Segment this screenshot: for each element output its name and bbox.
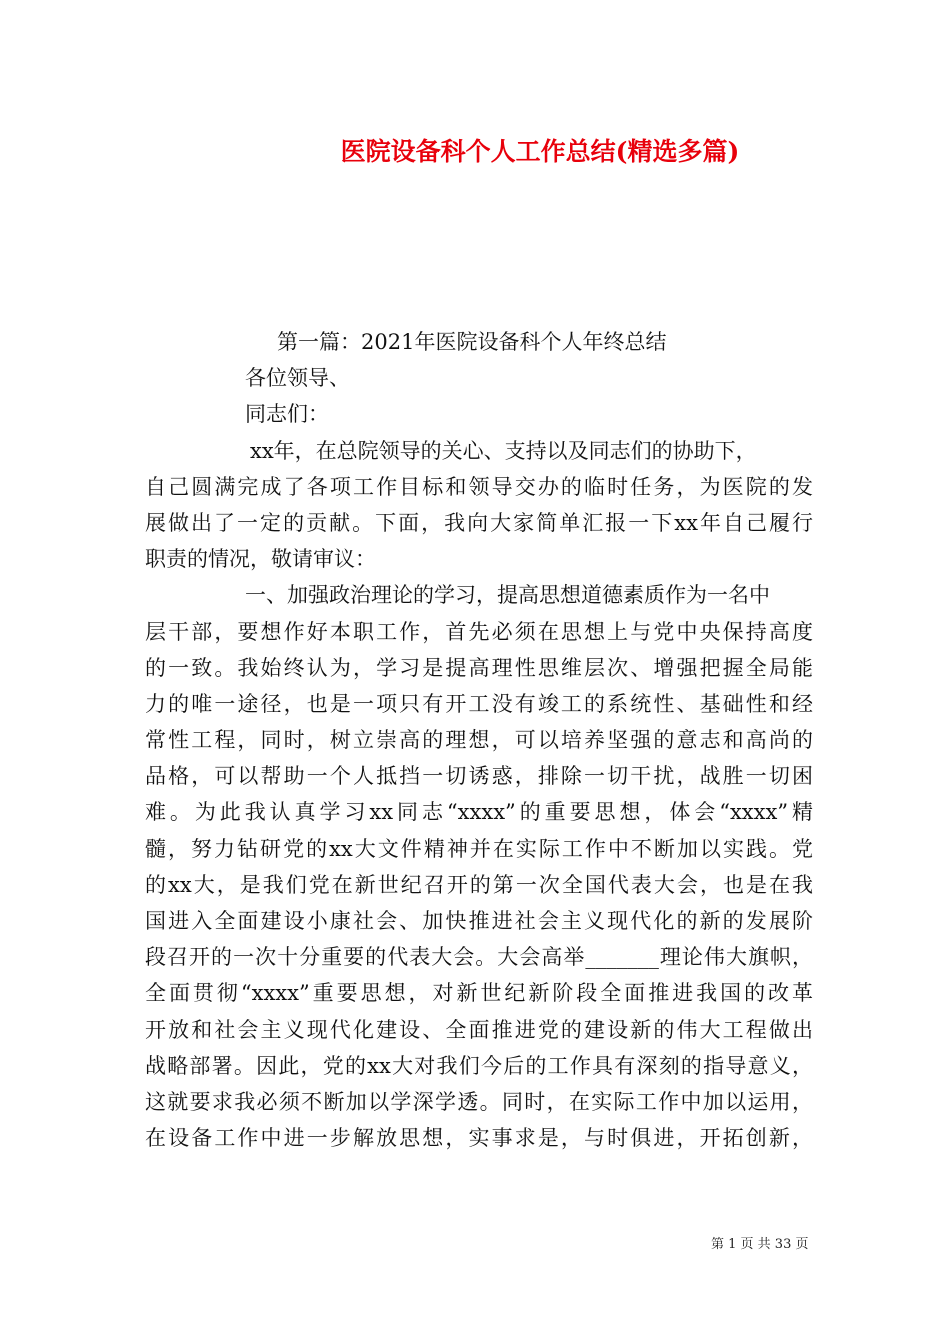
section-heading: 第一篇：2021年医院设备科个人年终总结 <box>277 330 667 354</box>
paragraph-line: 品格，可以帮助一个人抵挡一切诱惑，排除一切干扰，战胜一切困 <box>145 764 813 789</box>
paragraph-line: 一、加强政治理论的学习，提高思想道德素质作为一名中 <box>245 583 770 608</box>
paragraph-line: 在设备工作中进一步解放思想，实事求是，与时俱进，开拓创新， <box>145 1126 813 1151</box>
salutation-line: 各位领导、 <box>245 366 350 391</box>
paragraph-line: 职责的情况，敬请审议： <box>145 547 376 572</box>
document-body <box>145 324 813 1156</box>
paragraph-line: 的xx大，是我们党在新世纪召开的第一次全国代表大会，也是在我 <box>145 872 813 897</box>
paragraph-line: 难。为此我认真学习xx同志“xxxx”的重要思想，体会“xxxx”精 <box>145 800 813 825</box>
salutation-line: 同志们： <box>245 402 329 427</box>
paragraph-line: 力的唯一途径，也是一项只有开工没有竣工的系统性、基础性和经 <box>145 691 813 716</box>
paragraph-line: 开放和社会主义现代化建设、全面推进党的建设新的伟大工程做出 <box>145 1017 813 1042</box>
document-title: 医院设备科个人工作总结(精选多篇) <box>340 137 740 166</box>
paragraph-line: 层干部，要想作好本职工作，首先必须在思想上与党中央保持高度 <box>145 619 813 644</box>
paragraph-line: 的一致。我始终认为，学习是提高理性思维层次、增强把握全局能 <box>145 655 813 680</box>
paragraph-line: 自己圆满完成了各项工作目标和领导交办的临时任务，为医院的发 <box>145 474 813 499</box>
paragraph-line: 全面贯彻“xxxx”重要思想，对新世纪新阶段全面推进我国的改革 <box>145 981 813 1006</box>
paragraph-line: xx年，在总院领导的关心、支持以及同志们的协助下， <box>250 438 757 463</box>
paragraph-line: 常性工程，同时，树立崇高的理想，可以培养坚强的意志和高尚的 <box>145 728 813 753</box>
paragraph-line: 国进入全面建设小康社会、加快推进社会主义现代化的新的发展阶 <box>145 909 813 933</box>
paragraph-line: 战略部署。因此，党的xx大对我们今后的工作具有深刻的指导意义， <box>145 1053 813 1078</box>
paragraph-line: 这就要求我必须不断加以学深学透。同时，在实际工作中加以运用， <box>145 1089 813 1114</box>
page-number-footer: 第 1 页 共 33 页 <box>711 1237 809 1252</box>
paragraph-line: 髓，努力钻研党的xx大文件精神并在实际工作中不断加以实践。党 <box>145 836 813 861</box>
paragraph-line: 展做出了一定的贡献。下面，我向大家简单汇报一下xx年自己履行 <box>145 510 813 535</box>
paragraph-line: 段召开的一次十分重要的代表大会。大会高举_______理论伟大旗帜， <box>145 945 813 970</box>
